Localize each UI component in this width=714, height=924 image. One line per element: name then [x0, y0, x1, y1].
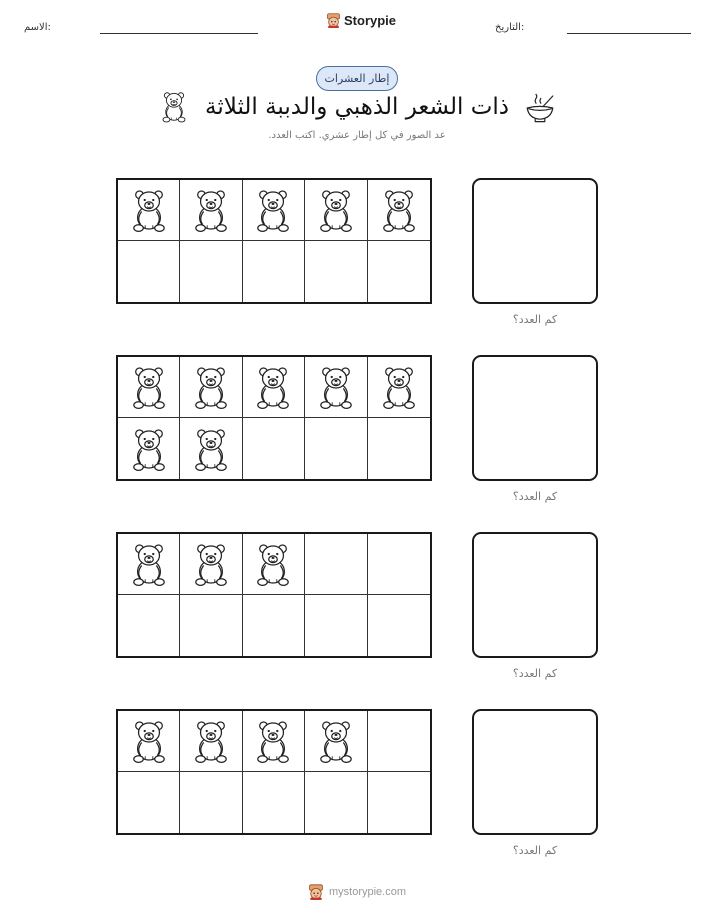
answer-box[interactable] [472, 355, 598, 481]
bear-icon [317, 187, 355, 233]
ten-frame [116, 532, 432, 658]
ten-frame-cell [180, 534, 242, 595]
ten-frame-cell [118, 357, 180, 418]
bear-icon [254, 187, 292, 233]
ten-frame-cell [118, 241, 180, 302]
bear-icon [380, 187, 418, 233]
ten-frame-cell [243, 595, 305, 656]
date-line[interactable] [567, 33, 691, 34]
ten-frame-cell [368, 772, 430, 833]
count-question: كم العدد؟ [512, 313, 558, 326]
ten-frame-cell [368, 180, 430, 241]
storypie-logo-icon [308, 884, 324, 900]
ten-frame-cell [243, 418, 305, 479]
ten-frame [116, 709, 432, 835]
ten-frame-cell [368, 357, 430, 418]
bear-icon [130, 187, 168, 233]
ten-frame-cell [368, 534, 430, 595]
bear-icon [380, 364, 418, 410]
answer-box[interactable] [472, 532, 598, 658]
bear-icon [130, 364, 168, 410]
count-question: كم العدد؟ [512, 490, 558, 503]
ten-frame-cell [118, 595, 180, 656]
ten-frame-cell [180, 357, 242, 418]
ten-frame-cell [368, 711, 430, 772]
answer-box[interactable] [472, 178, 598, 304]
ten-frame-cell [305, 534, 367, 595]
footer [308, 884, 406, 900]
ten-frame-cell [305, 357, 367, 418]
ten-frame-cell [305, 772, 367, 833]
ten-frame-cell [305, 711, 367, 772]
ten-frame-cell [180, 595, 242, 656]
bear-icon [160, 90, 188, 123]
ten-frame-cell [180, 180, 242, 241]
date-label: التاريخ: [495, 22, 525, 33]
ten-frame-cell [305, 241, 367, 302]
ten-frame-cell [118, 534, 180, 595]
ten-frame-cell [118, 772, 180, 833]
bear-icon [254, 718, 292, 764]
bear-icon [317, 364, 355, 410]
bear-icon [130, 541, 168, 587]
ten-frame [116, 178, 432, 304]
bear-icon [192, 187, 230, 233]
ten-frame-cell [180, 772, 242, 833]
ten-frame-cell [118, 418, 180, 479]
instructions: عد الصور في كل إطار عشري. اكتب العدد. [268, 130, 446, 141]
bear-icon [254, 541, 292, 587]
bear-icon [192, 364, 230, 410]
bear-icon [192, 426, 230, 472]
storypie-logo-icon [326, 13, 341, 28]
count-question: كم العدد؟ [512, 667, 558, 680]
ten-frame [116, 355, 432, 481]
bear-icon [254, 364, 292, 410]
ten-frame-badge: إطار العشرات [316, 66, 398, 91]
ten-frame-cell [243, 180, 305, 241]
bear-icon [192, 718, 230, 764]
ten-frame-cell [243, 711, 305, 772]
page-title: ذات الشعر الذهبي والدببة الثلاثة [205, 94, 509, 120]
ten-frame-cell [368, 418, 430, 479]
ten-frame-cell [368, 241, 430, 302]
answer-box[interactable] [472, 709, 598, 835]
porridge-bowl-icon [524, 93, 556, 123]
ten-frame-cell [305, 180, 367, 241]
bear-icon [317, 718, 355, 764]
ten-frame-cell [243, 357, 305, 418]
ten-frame-cell [180, 418, 242, 479]
ten-frame-cell [180, 711, 242, 772]
ten-frame-cell [368, 595, 430, 656]
ten-frame-cell [243, 772, 305, 833]
ten-frame-cell [305, 418, 367, 479]
ten-frame-cell [118, 180, 180, 241]
count-question: كم العدد؟ [512, 844, 558, 857]
ten-frame-cell [118, 711, 180, 772]
bear-icon [130, 718, 168, 764]
bear-icon [192, 541, 230, 587]
ten-frame-cell [243, 534, 305, 595]
bear-icon [130, 426, 168, 472]
ten-frame-cell [243, 241, 305, 302]
ten-frame-cell [180, 241, 242, 302]
name-label: الاسم: [24, 22, 51, 33]
brand-name: Storypie [344, 13, 397, 28]
brand [326, 13, 396, 28]
ten-frame-cell [305, 595, 367, 656]
footer-url: mystorypie.com [329, 886, 407, 898]
name-line[interactable] [100, 33, 258, 34]
